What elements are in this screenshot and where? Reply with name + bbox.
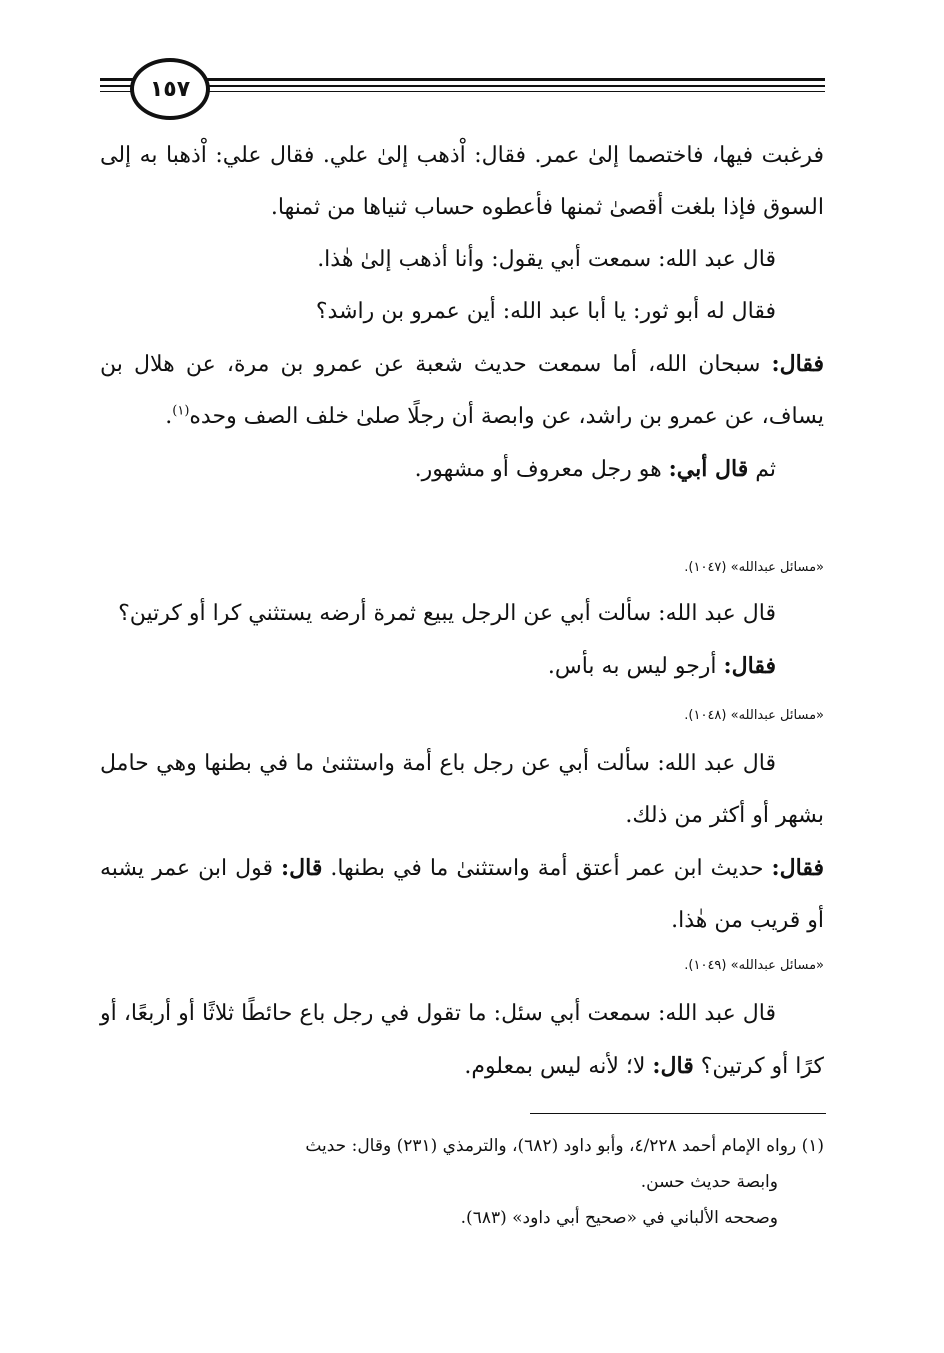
- paragraph: قال عبد الله: سألت أبي عن الرجل يبيع ثمرة أرضه يستثني كرا أو كرتين؟: [118, 601, 776, 626]
- paragraph-text: قول ابن عمر يشبه أو قريب من هٰذا.: [100, 856, 824, 933]
- page-header: [100, 58, 825, 118]
- paragraph-text: قال عبد الله: سمعت أبي سئل: ما تقول في رجل باع حائطًا ثلاثًا أو أربعًا، أو كرًا أو كرتين؟: [100, 1001, 824, 1079]
- paragraph-text: حديث ابن عمر أعتق أمة واستثنىٰ ما في بطنها.: [322, 856, 772, 881]
- paragraph: قال عبد الله: سألت أبي عن رجل باع أمة واستثنىٰ ما في بطنها وهي حامل بشهر أو أكثر من ذلك.: [100, 751, 824, 828]
- paragraph-text: سبحان الله، أما سمعت حديث شعبة عن عمرو بن مرة، عن هلال بن يساف، عن عمرو بن راشد، عن وابصة أن رجلًا صلىٰ خلف الصف وحده: [100, 352, 824, 429]
- source-reference: «مسائل عبدالله» (١٠٤٨).: [684, 708, 824, 723]
- footnote-1-continuation: وابصة حديث حسن.: [640, 1172, 778, 1192]
- footnote-separator: [530, 1113, 826, 1114]
- footnotes: [100, 1128, 824, 1236]
- paragraph: [100, 443, 824, 496]
- paragraph-prefix: ثم: [748, 457, 776, 482]
- paragraph: قال عبد الله: سمعت أبي يقول: وأنا أذهب إلىٰ هٰذا.: [317, 247, 776, 272]
- paragraph: [100, 842, 824, 947]
- paragraph-text: هو رجل معروف أو مشهور.: [414, 457, 669, 482]
- source-reference: «مسائل عبدالله» (١٠٤٩).: [684, 958, 824, 973]
- speaker-label: قال:: [652, 1053, 694, 1079]
- speaker-label: فقال:: [771, 855, 824, 881]
- speaker-label: فقال:: [723, 653, 776, 679]
- footnote-marker[interactable]: (١): [172, 403, 190, 419]
- text-block-2: [100, 588, 824, 693]
- paragraph: [100, 338, 824, 443]
- speaker-label: فقال:: [771, 351, 824, 377]
- paragraph: [100, 640, 824, 693]
- source-reference: «مسائل عبدالله» (١٠٤٧).: [684, 560, 824, 575]
- text-block-1: [100, 130, 824, 496]
- text-block-4: [100, 988, 824, 1093]
- speaker-label: قال أبي:: [668, 456, 749, 482]
- footnote-1-continuation: وصححه الألباني في «صحيح أبي داود» (٦٨٣).: [460, 1208, 778, 1228]
- footnote-1: (١) رواه الإمام أحمد ٤/٢٢٨، وأبو داود (٦٨٢)، والترمذي (٢٣١) وقال: حديث: [305, 1136, 824, 1156]
- paragraph: فرغبت فيها، فاختصما إلىٰ عمر. فقال: اْذهب إلىٰ علي. فقال علي: اْذهبا به إلى السوق فإذا بلغت أقصىٰ ثمنها فأعطوه حساب ثنياها من ثمنها.: [100, 143, 824, 220]
- text-block-3: [100, 738, 824, 947]
- paragraph-text: أرجو ليس به بأس.: [547, 654, 724, 679]
- paragraph-end: .: [165, 404, 173, 429]
- paragraph: [100, 988, 824, 1093]
- speaker-label: قال:: [281, 855, 323, 881]
- paragraph: فقال له أبو ثور: يا أبا عبد الله: أين عمرو بن راشد؟: [315, 299, 776, 324]
- page-number: ١٥٧: [130, 58, 210, 120]
- paragraph-text: لا؛ لأنه ليس بمعلوم.: [464, 1054, 653, 1079]
